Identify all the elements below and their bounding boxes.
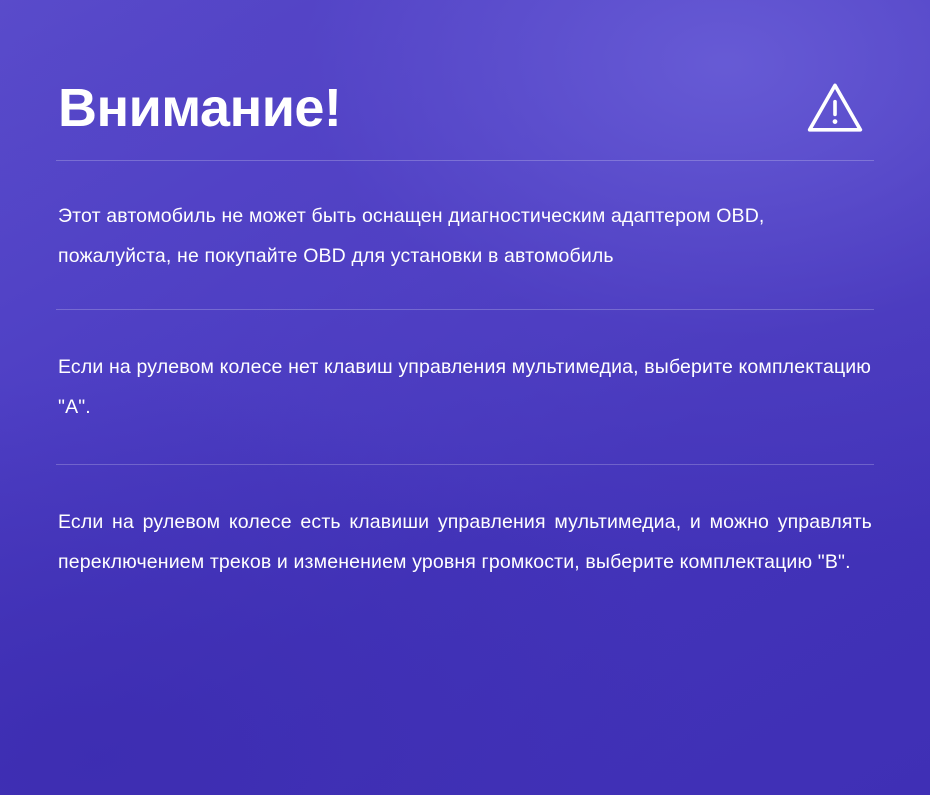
section-text: Если на рулевом колесе есть клавиши управления мультимедиа, и можно управлять переключением треков и изменением уровня громкости, выберите комплектацию "B". (58, 510, 872, 573)
poster-header (56, 56, 874, 160)
section-text: Если на рулевом колесе нет клавиш управления мультимедиа, выберите комплектацию "A". (58, 355, 872, 418)
section-trim-b-notice (56, 465, 874, 615)
section-trim-a-notice (56, 310, 874, 464)
section-text: Этот автомобиль не может быть оснащен диагностическим адаптером OBD, пожалуйста, не покупайте OBD для установки в автомобиль (58, 205, 765, 267)
section-obd-notice (56, 161, 874, 309)
page-title: Внимание! (58, 77, 342, 138)
warning-triangle-icon (806, 79, 864, 137)
